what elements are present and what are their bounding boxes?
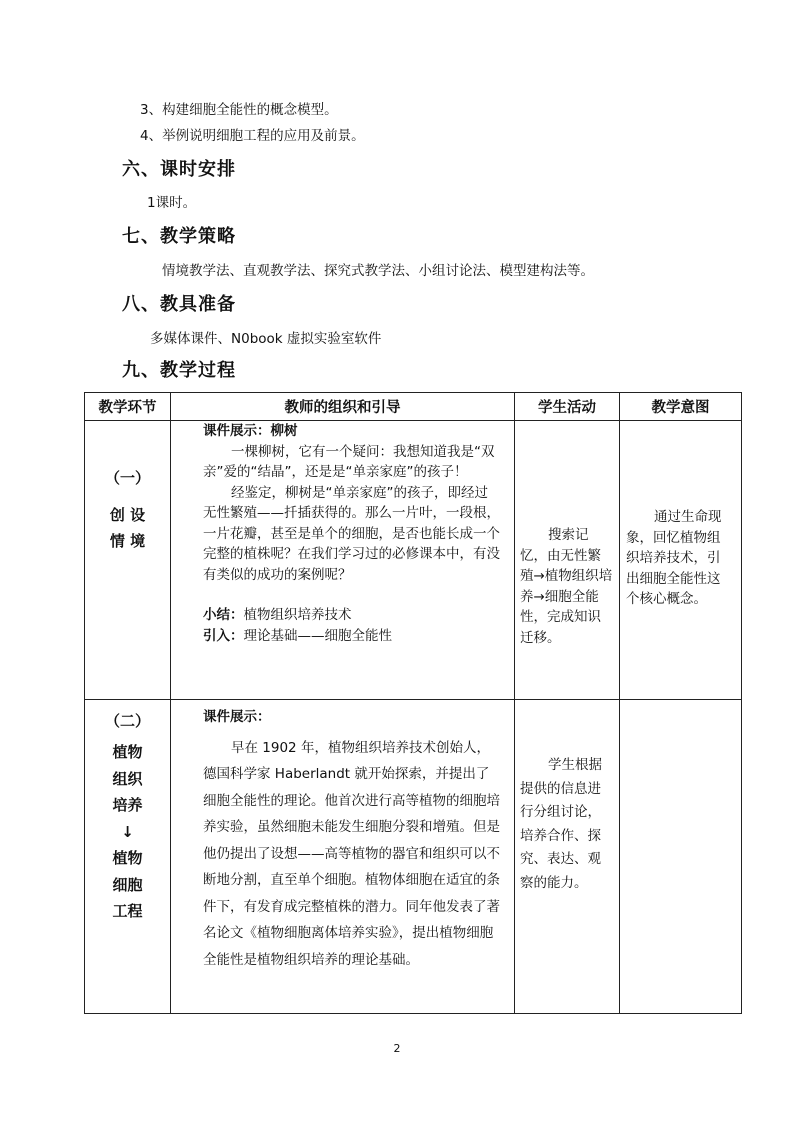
- stage-name-line: 培养: [112, 796, 143, 814]
- student-cell: [515, 700, 620, 1014]
- section-7-heading: 七、教学策略: [122, 226, 236, 247]
- section-8-text: 多媒体课件、N0book 虚拟实验室软件: [150, 331, 382, 347]
- stage-name: [85, 739, 170, 925]
- stage-name-line: 组织: [112, 769, 143, 788]
- header-aim: 教学意图: [620, 393, 742, 421]
- intro-label: 引入：: [203, 627, 244, 644]
- section-6-heading: 六、课时安排: [122, 159, 236, 180]
- teaching-process-table: [84, 392, 742, 1014]
- table-header-row: [85, 393, 742, 421]
- aim-text: 通过生命现象，回忆植物组织培养技术，引出细胞全能性这个核心概念。: [626, 509, 722, 607]
- arrow-down-icon: ↓: [121, 822, 134, 841]
- stage-name-line: 植物: [112, 743, 143, 761]
- aim-cell: [620, 421, 742, 700]
- student-activity-text: 学生根据提供的信息进行分组讨论，培养合作、探究、表达、观察的能力。: [520, 757, 602, 891]
- page-number: 2: [393, 1042, 401, 1055]
- stage-name-line: 情 境: [109, 532, 146, 550]
- header-student: 学生活动: [515, 393, 620, 421]
- summary-line: [203, 605, 500, 626]
- header-teacher: 教师的组织和引导: [171, 393, 515, 421]
- summary-text: 植物组织培养技术: [243, 607, 352, 623]
- stage-cell: [85, 421, 171, 700]
- stage-name-line: 植物: [112, 849, 143, 867]
- header-stage: 教学环节: [85, 393, 171, 421]
- objective-item-3: 3、构建细胞全能性的概念模型。: [140, 102, 338, 118]
- stage-number: （二）: [104, 712, 150, 730]
- stage-name-line: 细胞: [112, 875, 143, 894]
- stage-number: （一）: [104, 469, 150, 487]
- table-row: [85, 700, 742, 1014]
- stage-name-line: 工程: [112, 902, 143, 920]
- summary-label: 小结：: [203, 607, 244, 623]
- objective-item-4: 4、举例说明细胞工程的应用及前景。: [140, 128, 365, 144]
- section-8-heading: 八、教具准备: [122, 294, 236, 315]
- intro-text: 理论基础——细胞全能性: [243, 627, 392, 644]
- intro-line: [203, 626, 500, 647]
- student-cell: [515, 421, 620, 700]
- teacher-paragraph: 早在 1902 年，植物组织培养技术创始人，德国科学家 Haberlandt 就开始探索，并提出了细胞全能性的理论。他首次进行高等植物的细胞培养实验，虽然细胞未能发生细胞分裂和增殖。但是他仍提出了设想——高等植物的器官和组织可以不断地分割，直至单个细胞。植物体细胞在适宜的条件下，有发育成完整植株的潜力。同年他发表了著名论文《植物细胞离体培养实验》，提出植物细胞全能性是植物组织培养的理论基础。: [203, 739, 500, 968]
- teacher-paragraph: 一棵柳树，它有一个疑问：我想知道我是“双亲”爱的“结晶”，还是是“单亲家庭”的孩子！: [203, 443, 495, 480]
- aim-cell: [620, 700, 742, 1014]
- stage-cell: [85, 700, 171, 1014]
- table-row: [85, 421, 742, 700]
- courseware-label: 课件展示：柳树: [203, 423, 298, 439]
- teacher-paragraph: 经鉴定，柳树是“单亲家庭”的孩子，即经过无性繁殖——扦插获得的。那么一片叶，一段根，一片花瓣，甚至是单个的细胞，是否也能长成一个完整的植株呢？在我们学习过的必修课本中，有没有类似的成功的案例呢？: [203, 484, 500, 583]
- section-6-text: 1课时。: [147, 195, 197, 211]
- student-activity-text: 搜索记忆，由无性繁殖→植物组织培养→细胞全能性，完成知识迁移。: [520, 527, 613, 646]
- teacher-cell: [171, 700, 515, 1014]
- courseware-label: 课件展示：: [203, 709, 271, 725]
- stage-name-line: 创 设: [109, 506, 146, 524]
- section-9-heading: 九、教学过程: [122, 360, 236, 381]
- teacher-cell: [171, 421, 515, 700]
- section-7-text: 情境教学法、直观教学法、探究式教学法、小组讨论法、模型建构法等。: [162, 263, 594, 279]
